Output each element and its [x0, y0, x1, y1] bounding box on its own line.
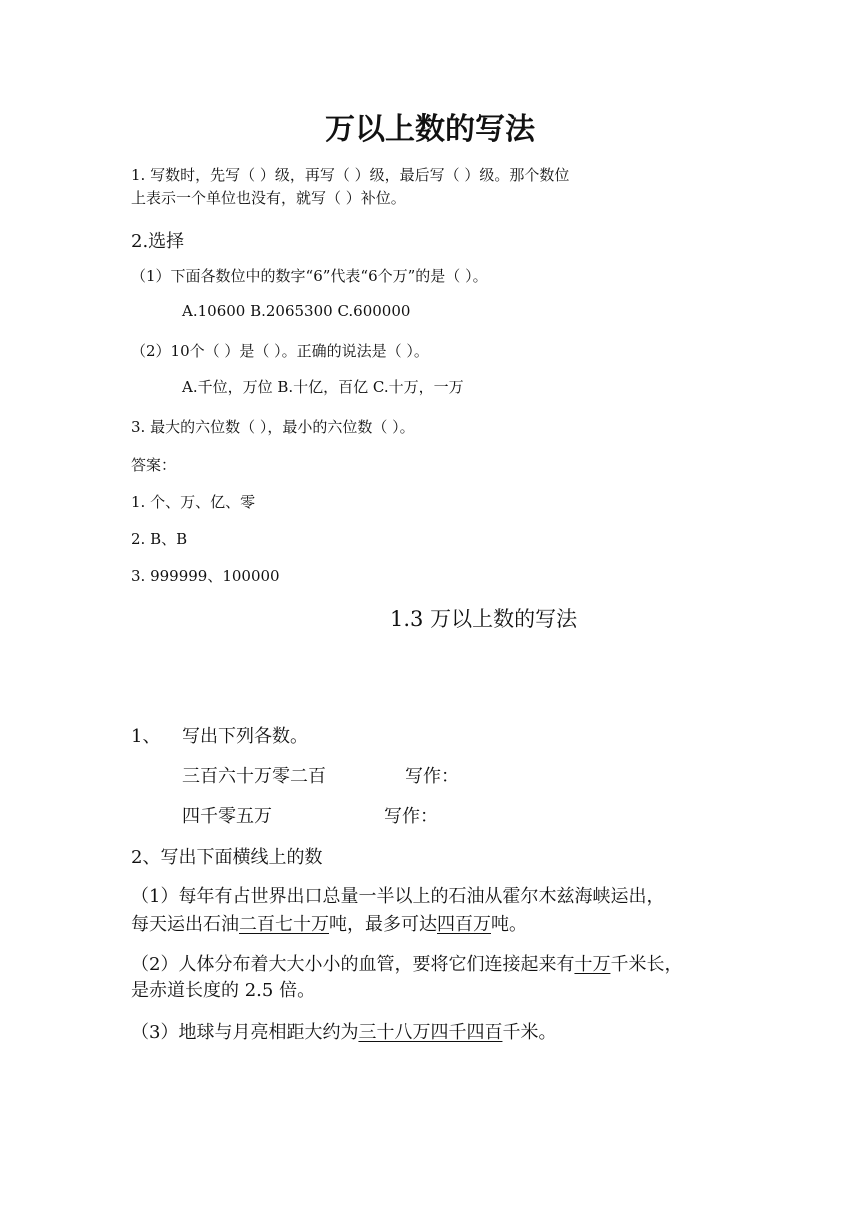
part2-question-1-number: 1、 — [131, 726, 161, 747]
answer-3: 3. 999999、100000 — [131, 567, 280, 585]
item-2-text: 四千零五万 — [182, 806, 272, 827]
underlined-number: 十万 — [574, 954, 611, 975]
item-2-label: 写作： — [384, 806, 438, 827]
answer-2: 2. B、B — [131, 530, 188, 548]
paragraph-3: （3）地球与月亮相距大约为三十八万四千四百千米。 — [131, 1022, 557, 1043]
paragraph-1-line-2: 每天运出石油二百七十万吨，最多可达四百万吨。 — [131, 914, 527, 935]
part2-question-1-text: 写出下列各数。 — [182, 726, 308, 747]
question-2-2-options: A.千位，万位 B.十亿，百亿 C.十万，一万 — [182, 378, 464, 396]
question-2-1-options: A.10600 B.2065300 C.600000 — [182, 302, 411, 320]
part2-question-2-heading: 2、写出下面横线上的数 — [131, 847, 323, 868]
underlined-number: 三十八万四千四百 — [358, 1022, 503, 1043]
underlined-number: 二百七十万 — [239, 914, 329, 935]
page-title: 万以上数的写法 — [325, 112, 535, 147]
answer-1: 1. 个、万、亿、零 — [131, 493, 256, 511]
question-3: 3. 最大的六位数（ ），最小的六位数（ ）。 — [131, 418, 415, 436]
item-1-text: 三百六十万零二百 — [182, 766, 326, 787]
paragraph-2-line-1: （2）人体分布着大大小小的血管，要将它们连接起来有十万千米长， — [131, 954, 683, 975]
answer-label: 答案： — [131, 456, 177, 474]
underlined-number: 四百万 — [437, 914, 491, 935]
item-1-label: 写作： — [405, 766, 459, 787]
question-1-line-1: 1. 写数时，先写（ ）级，再写（ ）级，最后写（ ）级。那个数位 — [131, 166, 570, 184]
section-subtitle: 1.3 万以上数的写法 — [390, 607, 578, 631]
question-2-1: （1）下面各数位中的数字“6”代表“6个万”的是（ ）。 — [131, 267, 488, 285]
paragraph-1-line-1: （1）每年有占世界出口总量一半以上的石油从霍尔木兹海峡运出， — [131, 886, 665, 907]
paragraph-2-line-2: 是赤道长度的 2.5 倍。 — [131, 980, 316, 1001]
question-2-heading: 2.选择 — [131, 231, 185, 252]
question-1-line-2: 上表示一个单位也没有，就写（ ）补位。 — [131, 189, 406, 207]
question-2-2: （2）10个（ ）是（ ）。正确的说法是（ ）。 — [131, 342, 429, 360]
